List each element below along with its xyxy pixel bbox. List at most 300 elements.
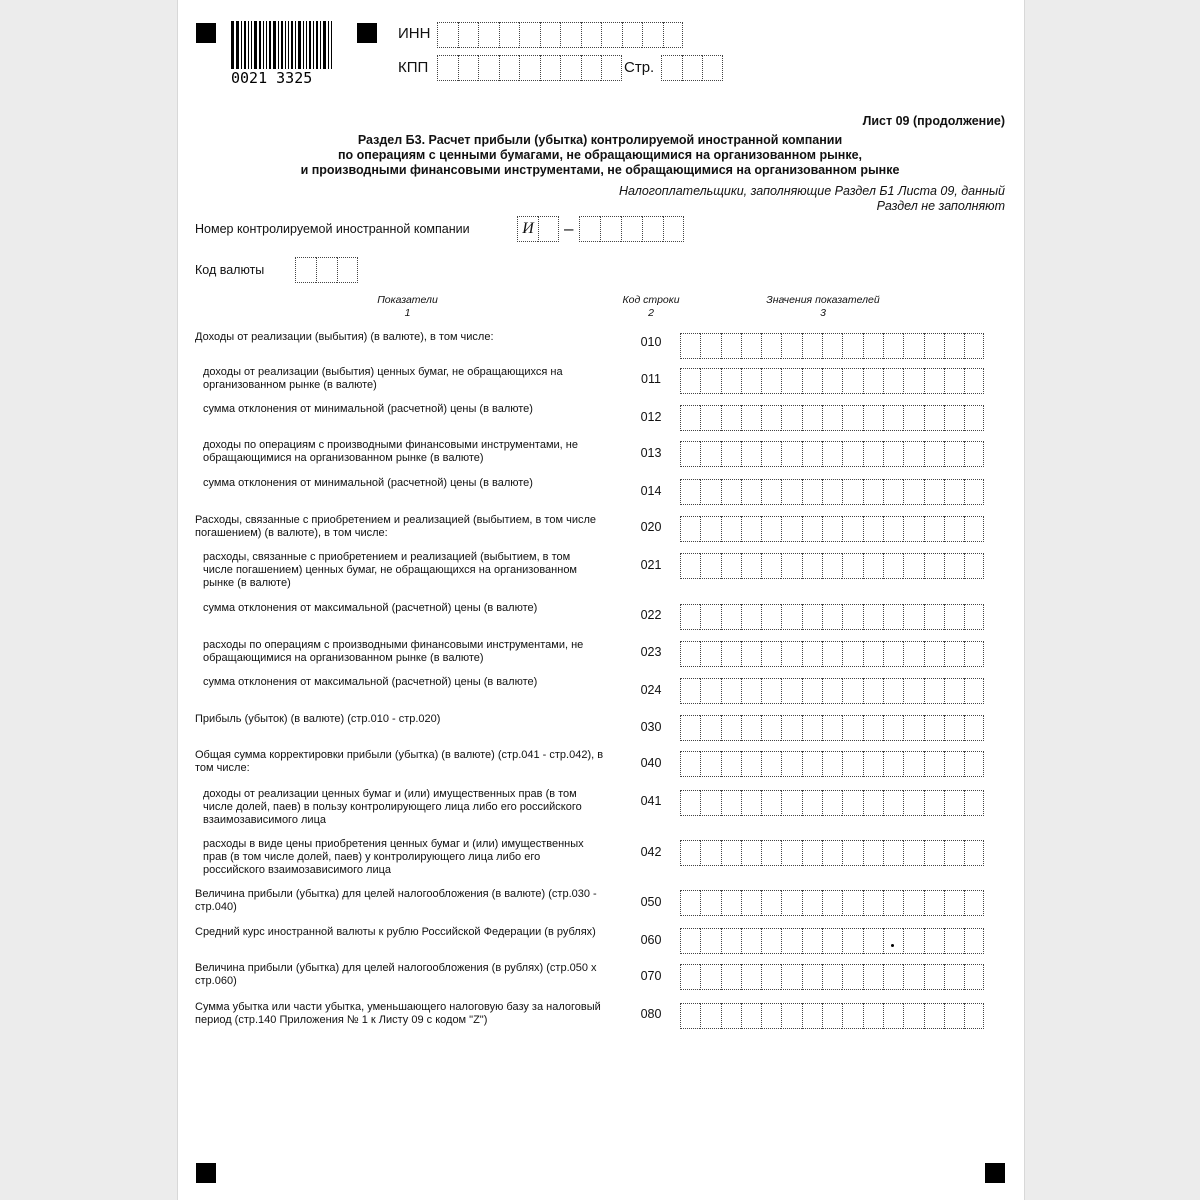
row-value-cell[interactable] [680, 368, 700, 394]
row-value-cell[interactable] [842, 928, 862, 954]
page-number-cell[interactable] [702, 55, 723, 81]
row-value-cell[interactable] [680, 553, 700, 579]
row-value-cell[interactable] [924, 840, 944, 866]
row-value-cell[interactable] [964, 333, 984, 359]
row-value-cell[interactable] [741, 1003, 761, 1029]
row-value-cell[interactable] [822, 890, 842, 916]
inn-cell[interactable] [499, 22, 520, 48]
row-value-cell[interactable] [903, 678, 923, 704]
row-value-cell[interactable] [700, 441, 720, 467]
row-value-field-060[interactable] [680, 928, 984, 954]
row-value-cell[interactable] [781, 405, 801, 431]
row-value-cell[interactable] [802, 479, 822, 505]
row-value-cell[interactable] [903, 368, 923, 394]
row-value-cell[interactable] [802, 553, 822, 579]
row-value-cell[interactable] [721, 928, 741, 954]
currency-code-cell[interactable] [295, 257, 316, 283]
currency-code-cell[interactable] [337, 257, 358, 283]
row-value-cell[interactable] [883, 641, 903, 667]
company-number-cell[interactable] [579, 216, 600, 242]
row-value-cell[interactable] [863, 840, 883, 866]
row-value-cell[interactable] [721, 678, 741, 704]
row-value-cell[interactable] [924, 553, 944, 579]
company-number-cell[interactable] [642, 216, 663, 242]
inn-cell[interactable] [437, 22, 458, 48]
kpp-cell[interactable] [499, 55, 520, 81]
row-value-field-040[interactable] [680, 751, 984, 777]
row-value-field-013[interactable] [680, 441, 984, 467]
row-value-cell[interactable] [741, 840, 761, 866]
row-value-cell[interactable] [903, 604, 923, 630]
row-value-cell[interactable] [680, 479, 700, 505]
row-value-cell[interactable] [863, 368, 883, 394]
row-value-cell[interactable] [903, 405, 923, 431]
row-value-cell[interactable] [842, 604, 862, 630]
row-value-cell[interactable] [842, 333, 862, 359]
row-value-cell[interactable] [761, 405, 781, 431]
row-value-cell[interactable] [781, 368, 801, 394]
row-value-cell[interactable] [680, 715, 700, 741]
row-value-cell[interactable] [741, 751, 761, 777]
row-value-cell[interactable] [944, 964, 964, 990]
row-value-cell[interactable] [721, 441, 741, 467]
row-value-cell[interactable] [863, 516, 883, 542]
row-value-cell[interactable] [842, 1003, 862, 1029]
row-value-cell[interactable] [924, 790, 944, 816]
kpp-cell[interactable] [437, 55, 458, 81]
row-value-cell[interactable] [680, 928, 700, 954]
row-value-field-080[interactable] [680, 1003, 984, 1029]
row-value-cell[interactable] [761, 333, 781, 359]
row-value-cell[interactable] [883, 715, 903, 741]
row-value-cell[interactable] [842, 890, 862, 916]
row-value-cell[interactable] [741, 333, 761, 359]
row-value-cell[interactable] [883, 553, 903, 579]
row-value-cell[interactable] [944, 441, 964, 467]
row-value-cell[interactable] [721, 790, 741, 816]
row-value-cell[interactable] [761, 715, 781, 741]
row-value-cell[interactable] [802, 890, 822, 916]
row-value-cell[interactable] [863, 964, 883, 990]
row-value-cell[interactable] [903, 553, 923, 579]
row-value-cell[interactable] [781, 790, 801, 816]
row-value-cell[interactable] [903, 840, 923, 866]
row-value-cell[interactable] [741, 678, 761, 704]
row-value-cell[interactable] [680, 641, 700, 667]
row-value-cell[interactable] [863, 715, 883, 741]
row-value-cell[interactable] [680, 333, 700, 359]
row-value-cell[interactable] [964, 890, 984, 916]
row-value-cell[interactable] [802, 928, 822, 954]
row-value-field-022[interactable] [680, 604, 984, 630]
row-value-cell[interactable] [721, 479, 741, 505]
row-value-cell[interactable] [741, 964, 761, 990]
row-value-cell[interactable] [924, 751, 944, 777]
row-value-field-050[interactable] [680, 890, 984, 916]
row-value-cell[interactable] [863, 790, 883, 816]
row-value-cell[interactable] [802, 368, 822, 394]
row-value-cell[interactable] [700, 1003, 720, 1029]
row-value-field-021[interactable] [680, 553, 984, 579]
row-value-cell[interactable] [680, 790, 700, 816]
row-value-cell[interactable] [781, 479, 801, 505]
row-value-cell[interactable] [700, 405, 720, 431]
row-value-cell[interactable] [842, 641, 862, 667]
row-value-cell[interactable] [863, 751, 883, 777]
row-value-cell[interactable] [741, 441, 761, 467]
row-value-cell[interactable] [802, 516, 822, 542]
kpp-cell[interactable] [458, 55, 479, 81]
row-value-cell[interactable] [761, 604, 781, 630]
row-value-cell[interactable] [842, 678, 862, 704]
row-value-cell[interactable] [883, 928, 903, 954]
row-value-cell[interactable] [863, 333, 883, 359]
row-value-field-042[interactable] [680, 840, 984, 866]
page-number-cell[interactable] [661, 55, 682, 81]
inn-cell[interactable] [519, 22, 540, 48]
row-value-cell[interactable] [680, 1003, 700, 1029]
row-value-cell[interactable] [700, 333, 720, 359]
row-value-cell[interactable] [680, 441, 700, 467]
row-value-cell[interactable] [822, 405, 842, 431]
row-value-cell[interactable] [802, 751, 822, 777]
row-value-cell[interactable] [883, 751, 903, 777]
row-value-cell[interactable] [761, 964, 781, 990]
row-value-cell[interactable] [964, 678, 984, 704]
row-value-cell[interactable] [721, 1003, 741, 1029]
company-number-field[interactable] [579, 216, 684, 242]
row-value-cell[interactable] [741, 604, 761, 630]
row-value-cell[interactable] [802, 790, 822, 816]
row-value-cell[interactable] [822, 604, 842, 630]
row-value-cell[interactable] [680, 678, 700, 704]
row-value-cell[interactable] [903, 333, 923, 359]
row-value-cell[interactable] [700, 479, 720, 505]
page-number-cell[interactable] [682, 55, 703, 81]
row-value-cell[interactable] [781, 604, 801, 630]
row-value-cell[interactable] [924, 890, 944, 916]
row-value-cell[interactable] [883, 964, 903, 990]
row-value-cell[interactable] [944, 368, 964, 394]
row-value-field-014[interactable] [680, 479, 984, 505]
row-value-cell[interactable] [883, 678, 903, 704]
row-value-cell[interactable] [903, 751, 923, 777]
kpp-cell[interactable] [540, 55, 561, 81]
row-value-cell[interactable] [964, 368, 984, 394]
row-value-cell[interactable] [903, 928, 923, 954]
row-value-cell[interactable] [903, 715, 923, 741]
row-value-cell[interactable] [680, 405, 700, 431]
inn-cell[interactable] [642, 22, 663, 48]
kpp-cell[interactable] [560, 55, 581, 81]
row-value-cell[interactable] [741, 715, 761, 741]
row-value-cell[interactable] [781, 1003, 801, 1029]
row-value-cell[interactable] [761, 678, 781, 704]
row-value-cell[interactable] [721, 715, 741, 741]
row-value-cell[interactable] [924, 678, 944, 704]
kpp-cell[interactable] [519, 55, 540, 81]
row-value-cell[interactable] [903, 964, 923, 990]
row-value-cell[interactable] [802, 964, 822, 990]
row-value-cell[interactable] [761, 1003, 781, 1029]
inn-cell[interactable] [478, 22, 499, 48]
row-value-cell[interactable] [680, 890, 700, 916]
row-value-cell[interactable] [781, 641, 801, 667]
row-value-cell[interactable] [781, 964, 801, 990]
row-value-cell[interactable] [944, 1003, 964, 1029]
row-value-cell[interactable] [944, 928, 964, 954]
inn-cell[interactable] [622, 22, 643, 48]
row-value-cell[interactable] [741, 790, 761, 816]
row-value-cell[interactable] [883, 405, 903, 431]
row-value-cell[interactable] [700, 641, 720, 667]
row-value-cell[interactable] [883, 840, 903, 866]
row-value-cell[interactable] [680, 604, 700, 630]
row-value-cell[interactable] [883, 1003, 903, 1029]
row-value-field-070[interactable] [680, 964, 984, 990]
row-value-cell[interactable] [822, 751, 842, 777]
row-value-cell[interactable] [924, 964, 944, 990]
row-value-cell[interactable] [863, 553, 883, 579]
row-value-cell[interactable] [883, 441, 903, 467]
row-value-cell[interactable] [924, 368, 944, 394]
row-value-cell[interactable] [761, 840, 781, 866]
company-number-prefix-field[interactable] [517, 216, 559, 242]
currency-code-cell[interactable] [316, 257, 337, 283]
row-value-cell[interactable] [741, 553, 761, 579]
row-value-cell[interactable] [781, 441, 801, 467]
row-value-cell[interactable] [863, 678, 883, 704]
row-value-cell[interactable] [802, 441, 822, 467]
row-value-cell[interactable] [721, 333, 741, 359]
row-value-cell[interactable] [741, 405, 761, 431]
row-value-cell[interactable] [944, 405, 964, 431]
row-value-cell[interactable] [883, 516, 903, 542]
row-value-cell[interactable] [883, 890, 903, 916]
row-value-cell[interactable] [903, 516, 923, 542]
row-value-cell[interactable] [802, 604, 822, 630]
row-value-cell[interactable] [761, 928, 781, 954]
row-value-cell[interactable] [802, 405, 822, 431]
row-value-cell[interactable] [781, 715, 801, 741]
row-value-cell[interactable] [842, 441, 862, 467]
row-value-cell[interactable] [964, 405, 984, 431]
row-value-cell[interactable] [822, 678, 842, 704]
row-value-cell[interactable] [924, 604, 944, 630]
row-value-cell[interactable] [924, 441, 944, 467]
row-value-cell[interactable] [700, 604, 720, 630]
row-value-cell[interactable] [721, 890, 741, 916]
row-value-cell[interactable] [842, 790, 862, 816]
row-value-field-020[interactable] [680, 516, 984, 542]
row-value-cell[interactable] [721, 368, 741, 394]
row-value-cell[interactable] [842, 516, 862, 542]
row-value-field-012[interactable] [680, 405, 984, 431]
row-value-cell[interactable] [822, 928, 842, 954]
kpp-cell[interactable] [581, 55, 602, 81]
row-value-cell[interactable] [721, 964, 741, 990]
row-value-cell[interactable] [822, 641, 842, 667]
row-value-cell[interactable] [903, 441, 923, 467]
row-value-cell[interactable] [944, 890, 964, 916]
row-value-cell[interactable] [822, 516, 842, 542]
row-value-cell[interactable] [964, 641, 984, 667]
row-value-cell[interactable] [842, 405, 862, 431]
row-value-cell[interactable] [822, 790, 842, 816]
row-value-cell[interactable] [781, 553, 801, 579]
row-value-cell[interactable] [964, 751, 984, 777]
row-value-cell[interactable] [944, 840, 964, 866]
row-value-cell[interactable] [842, 479, 862, 505]
row-value-cell[interactable] [680, 840, 700, 866]
row-value-cell[interactable] [802, 678, 822, 704]
row-value-cell[interactable] [741, 890, 761, 916]
row-value-cell[interactable] [761, 641, 781, 667]
row-value-cell[interactable] [781, 678, 801, 704]
row-value-cell[interactable] [863, 1003, 883, 1029]
row-value-cell[interactable] [863, 604, 883, 630]
row-value-cell[interactable] [964, 479, 984, 505]
row-value-cell[interactable] [741, 368, 761, 394]
row-value-cell[interactable] [964, 964, 984, 990]
row-value-cell[interactable] [964, 928, 984, 954]
row-value-cell[interactable] [781, 516, 801, 542]
company-number-cell[interactable] [600, 216, 621, 242]
row-value-cell[interactable] [842, 840, 862, 866]
row-value-cell[interactable] [842, 368, 862, 394]
row-value-cell[interactable] [944, 790, 964, 816]
inn-cell[interactable] [581, 22, 602, 48]
row-value-cell[interactable] [944, 479, 964, 505]
row-value-cell[interactable] [721, 751, 741, 777]
inn-cell[interactable] [560, 22, 581, 48]
row-value-cell[interactable] [903, 890, 923, 916]
currency-code-field[interactable] [295, 257, 358, 283]
row-value-cell[interactable] [802, 333, 822, 359]
row-value-cell[interactable] [761, 479, 781, 505]
row-value-cell[interactable] [924, 715, 944, 741]
row-value-cell[interactable] [863, 890, 883, 916]
page-number-field[interactable] [661, 55, 723, 81]
row-value-cell[interactable] [964, 715, 984, 741]
row-value-cell[interactable] [842, 964, 862, 990]
row-value-cell[interactable] [964, 840, 984, 866]
row-value-cell[interactable] [781, 333, 801, 359]
row-value-cell[interactable] [802, 641, 822, 667]
row-value-cell[interactable] [964, 1003, 984, 1029]
row-value-cell[interactable] [924, 1003, 944, 1029]
row-value-cell[interactable] [964, 790, 984, 816]
row-value-cell[interactable] [924, 641, 944, 667]
row-value-field-024[interactable] [680, 678, 984, 704]
company-number-cell[interactable] [621, 216, 642, 242]
row-value-cell[interactable] [741, 641, 761, 667]
row-value-cell[interactable] [802, 1003, 822, 1029]
row-value-cell[interactable] [822, 1003, 842, 1029]
row-value-cell[interactable] [781, 890, 801, 916]
row-value-cell[interactable] [761, 553, 781, 579]
row-value-cell[interactable] [700, 928, 720, 954]
row-value-cell[interactable] [842, 553, 862, 579]
row-value-cell[interactable] [944, 553, 964, 579]
row-value-cell[interactable] [903, 790, 923, 816]
row-value-cell[interactable] [802, 715, 822, 741]
row-value-cell[interactable] [761, 441, 781, 467]
row-value-cell[interactable] [822, 333, 842, 359]
row-value-cell[interactable] [781, 928, 801, 954]
row-value-cell[interactable] [761, 890, 781, 916]
row-value-cell[interactable] [924, 516, 944, 542]
row-value-cell[interactable] [944, 333, 964, 359]
row-value-cell[interactable] [721, 553, 741, 579]
row-value-cell[interactable] [822, 553, 842, 579]
row-value-cell[interactable] [781, 840, 801, 866]
row-value-cell[interactable] [721, 516, 741, 542]
row-value-cell[interactable] [700, 516, 720, 542]
row-value-cell[interactable] [903, 641, 923, 667]
row-value-cell[interactable] [842, 751, 862, 777]
row-value-cell[interactable] [842, 715, 862, 741]
row-value-cell[interactable] [761, 790, 781, 816]
row-value-cell[interactable] [822, 840, 842, 866]
row-value-cell[interactable] [761, 751, 781, 777]
row-value-cell[interactable] [700, 890, 720, 916]
row-value-cell[interactable] [741, 516, 761, 542]
kpp-field[interactable] [437, 55, 622, 81]
row-value-cell[interactable] [741, 928, 761, 954]
row-value-cell[interactable] [822, 964, 842, 990]
row-value-cell[interactable] [741, 479, 761, 505]
row-value-cell[interactable] [700, 964, 720, 990]
row-value-cell[interactable] [964, 441, 984, 467]
row-value-cell[interactable] [944, 516, 964, 542]
row-value-cell[interactable] [822, 441, 842, 467]
inn-cell[interactable] [601, 22, 622, 48]
row-value-cell[interactable] [700, 553, 720, 579]
company-number-empty-cell[interactable] [538, 216, 559, 242]
row-value-cell[interactable] [944, 715, 964, 741]
row-value-cell[interactable] [781, 751, 801, 777]
row-value-cell[interactable] [822, 715, 842, 741]
row-value-cell[interactable] [700, 840, 720, 866]
row-value-cell[interactable] [700, 368, 720, 394]
row-value-cell[interactable] [863, 641, 883, 667]
row-value-cell[interactable] [680, 964, 700, 990]
inn-field[interactable] [437, 22, 683, 48]
row-value-cell[interactable] [822, 368, 842, 394]
inn-cell[interactable] [458, 22, 479, 48]
kpp-cell[interactable] [478, 55, 499, 81]
row-value-cell[interactable] [944, 678, 964, 704]
row-value-cell[interactable] [721, 840, 741, 866]
row-value-cell[interactable] [700, 715, 720, 741]
row-value-cell[interactable] [863, 928, 883, 954]
row-value-cell[interactable] [883, 604, 903, 630]
row-value-cell[interactable] [863, 405, 883, 431]
kpp-cell[interactable] [601, 55, 622, 81]
row-value-cell[interactable] [721, 405, 741, 431]
row-value-cell[interactable] [944, 641, 964, 667]
row-value-cell[interactable] [964, 516, 984, 542]
row-value-field-030[interactable] [680, 715, 984, 741]
row-value-cell[interactable] [863, 479, 883, 505]
company-number-cell[interactable] [663, 216, 684, 242]
row-value-cell[interactable] [700, 790, 720, 816]
row-value-field-010[interactable] [680, 333, 984, 359]
row-value-cell[interactable] [883, 479, 903, 505]
row-value-cell[interactable] [680, 516, 700, 542]
row-value-cell[interactable] [924, 479, 944, 505]
